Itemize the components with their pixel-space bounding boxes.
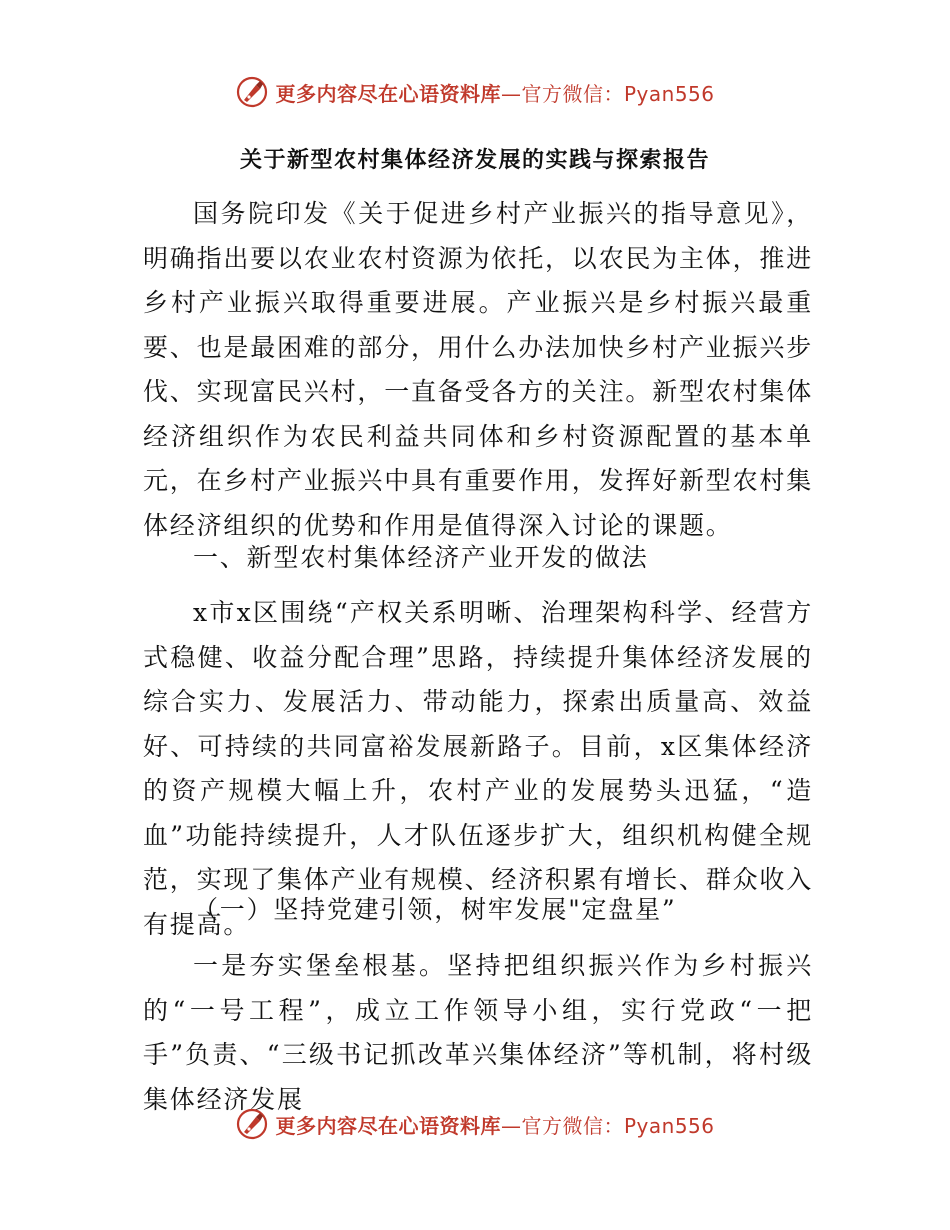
- paragraph-practice: x市x区围绕“产权关系明晰、治理架构科学、经营方式稳健、收益分配合理”思路，持续提升集体经济发展的综合实力、发展活力、带动能力，探索出质量高、效益好、可持续的共同富裕发展新路子。目前，x区集体经济的资产规模大幅上升，农村产业的发展势头迅猛，“造血”功能持续提升，人才队伍逐步扩大，组织机构健全规范，实现了集体产业有规模、经济积累有增长、群众收入有提高。: [143, 598, 814, 939]
- document-title: 关于新型农村集体经济发展的实践与探索报告: [239, 147, 710, 173]
- pen-nib-logo-icon: [235, 75, 269, 109]
- paragraph-intro: 国务院印发《关于促进乡村产业振兴的指导意见》，明确指出要以农业农村资源为依托，以农民为主体，推进乡村产业振兴取得重要进展。产业振兴是乡村振兴最重要、也是最困难的部分，用什么办法加快乡村产业振兴步伐、实现富民兴村，一直备受各方的关注。新型农村集体经济组织作为农民利益共同体和乡村资源配置的基本单元，在乡村产业振兴中具有重要作用，发挥好新型农村集体经济组织的优势和作用是值得深入讨论的课题。: [143, 199, 814, 540]
- watermark-main-text: 更多内容尽在心语资料库: [275, 81, 501, 106]
- section-heading-1: 一、新型农村集体经济产业开发的做法: [193, 543, 649, 572]
- watermark-wechat-id: Pyan556: [623, 1113, 715, 1138]
- watermark-separator: —: [500, 81, 522, 106]
- watermark-banner-bottom: [0, 1104, 950, 1144]
- pen-nib-logo-icon: [235, 1107, 269, 1141]
- watermark-banner-top: [0, 72, 950, 112]
- watermark-main-text: 更多内容尽在心语资料库: [275, 1113, 501, 1138]
- paragraph-foundation: 一是夯实堡垒根基。坚持把组织振兴作为乡村振兴的“一号工程”，成立工作领导小组，实行党政“一把手”负责、“三级书记抓改革兴集体经济”等机制，将村级集体经济发展: [143, 951, 813, 1114]
- watermark-wechat-label: 官方微信：: [521, 1113, 624, 1138]
- watermark-wechat-label: 官方微信：: [521, 81, 624, 106]
- subsection-heading-1: （一）坚持党建引领，树牢发展"定盘星”: [193, 895, 677, 924]
- watermark-wechat-id: Pyan556: [623, 81, 715, 106]
- watermark-separator: —: [500, 1113, 522, 1138]
